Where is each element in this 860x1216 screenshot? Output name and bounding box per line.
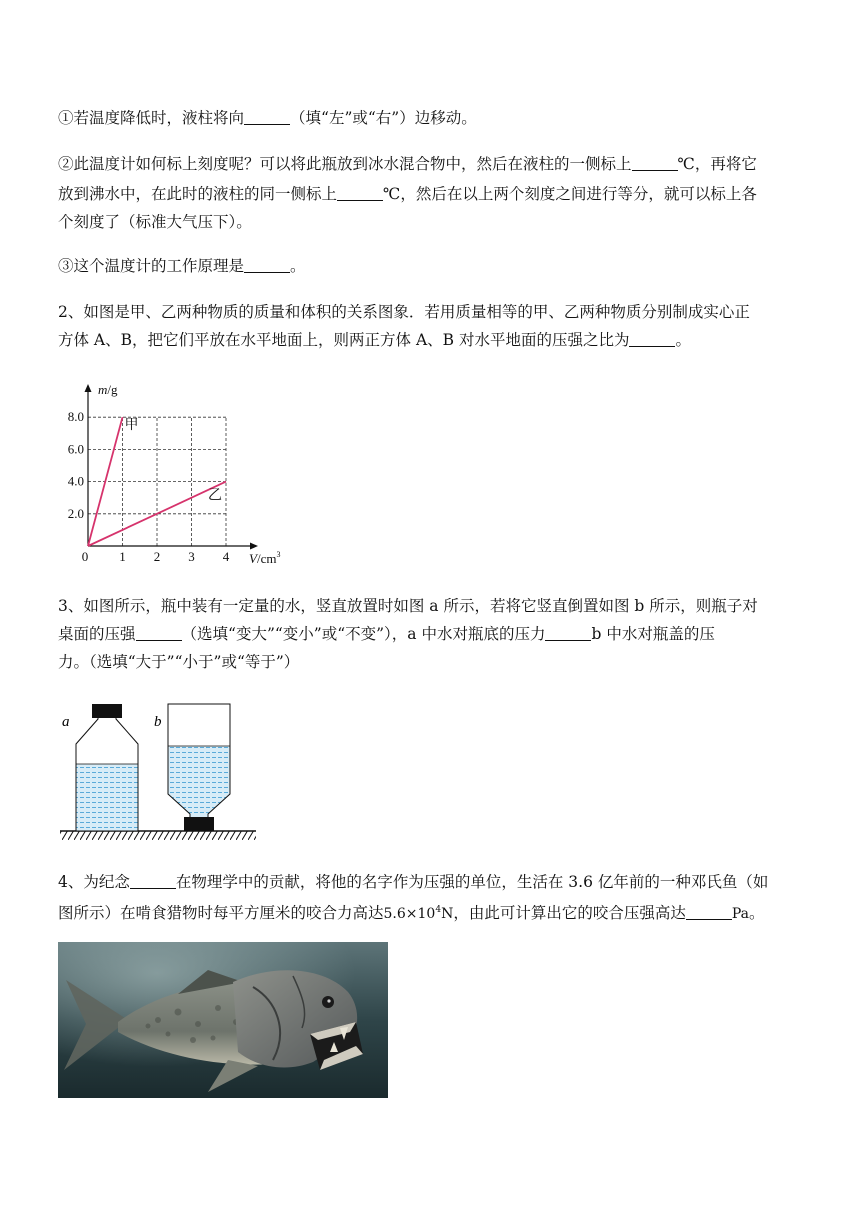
x-tick-label: 3 (188, 549, 195, 564)
series-label-yi: 乙 (208, 488, 222, 504)
q3-line-1 (58, 596, 758, 616)
q4-text: 4、为纪念 (58, 873, 130, 891)
q1-text: ①若温度降低时，液柱将向 (58, 109, 245, 127)
q4-text: 在物理学中的贡献，将他的名字作为压强的单位，生活在 3.6 亿年前的一种邓氏鱼（如 (175, 873, 769, 891)
dunkleosteus-image (58, 942, 388, 1098)
q2-line-1 (58, 302, 750, 322)
q2-text: 。 (675, 331, 691, 349)
pressure-unit: Pa (731, 906, 749, 922)
water-a (76, 764, 138, 831)
cap-a (92, 704, 122, 718)
q2-line-2 (58, 330, 691, 350)
q1-line-3 (58, 184, 757, 204)
chart-axes (85, 384, 259, 550)
bottle-b (168, 704, 230, 831)
q1-line-2 (58, 154, 757, 174)
answer-blank[interactable] (244, 110, 290, 125)
q3-text: b 中水对瓶盖的压 (591, 625, 715, 643)
q1-text: 放到沸水中，在此时的液柱的同一侧标上 (58, 185, 338, 203)
y-axis-arrow (85, 384, 92, 392)
ground-hatch (60, 831, 256, 840)
answer-blank[interactable] (629, 332, 675, 347)
answer-blank[interactable] (686, 905, 732, 920)
q3-text: 3、如图所示，瓶中装有一定量的水，竖直放置时如图 a 所示，若将它竖直倒置如图 b 所示，则瓶子对 (58, 597, 758, 615)
q1-line-1 (58, 108, 477, 128)
y-tick-label: 6.0 (67, 441, 84, 457)
x-tick-label: 2 (153, 549, 161, 564)
answer-blank[interactable] (337, 186, 383, 201)
q4-text: 图所示）在啃食猎物时每平方厘米的咬合力高达 (58, 904, 384, 922)
q4-line-1 (58, 872, 768, 892)
water-b (168, 746, 230, 818)
origin-label: 0 (81, 549, 89, 564)
chart-grid (88, 417, 226, 546)
y-tick-label: 8.0 (67, 409, 84, 425)
x-tick-label: 1 (119, 549, 126, 564)
y-tick-label: 2.0 (67, 505, 84, 521)
force-value: $5.6\times 10^4N$ (383, 905, 454, 922)
q1-text: （填“左”或“右”）边移动。 (290, 109, 477, 127)
q1-text: 个刻度了（标准大气压下）。 (58, 213, 252, 231)
q2-text: 方体 A、B，把它们平放在水平地面上，则两正方体 A、B 对水平地面的压强之比为 (58, 331, 630, 349)
answer-blank[interactable] (130, 874, 176, 889)
q3-line-2 (58, 624, 715, 644)
answer-blank[interactable] (632, 156, 678, 171)
y-axis-label: m/g (98, 382, 118, 397)
chart-labels (68, 382, 281, 566)
answer-blank[interactable] (244, 258, 290, 273)
x-axis-label: $V/cm^3$ (249, 550, 281, 566)
series-label-jia: 甲 (124, 418, 139, 434)
label-a: a (62, 714, 70, 730)
q1-text: ℃，再将它 (677, 155, 757, 173)
cap-b (184, 817, 214, 831)
q1-text: ③这个温度计的工作原理是 (58, 257, 245, 275)
bottle-figure (56, 700, 260, 842)
q1-line-4 (58, 212, 252, 232)
q4-line-2 (58, 900, 764, 924)
label-b: b (154, 714, 162, 730)
q1-text: 。 (290, 257, 306, 275)
answer-blank[interactable] (136, 626, 182, 641)
bottle-a (76, 704, 138, 831)
x-axis-arrow (250, 543, 258, 550)
q3-text: （选填“变大”“变小”或“不变”），a 中水对瓶底的压力 (181, 625, 546, 643)
q2-text: 2、如图是甲、乙两种物质的质量和体积的关系图象．若用质量相等的甲、乙两种物质分别制成实心正 (58, 303, 750, 321)
mass-volume-chart (56, 378, 306, 568)
x-tick-label: 4 (222, 549, 230, 564)
q3-text: 力。（选填“大于”“小于”或“等于”） (58, 653, 300, 671)
q1-line-5 (58, 256, 306, 276)
y-tick-label: 4.0 (67, 473, 84, 489)
answer-blank[interactable] (545, 626, 591, 641)
q4-text: 。 (748, 904, 765, 922)
q4-text: ，由此可计算出它的咬合压强高达 (453, 904, 686, 922)
q1-text: ②此温度计如何标上刻度呢？可以将此瓶放到冰水混合物中，然后在液柱的一侧标上 (58, 155, 632, 173)
q1-text: ℃，然后在以上两个刻度之间进行等分，就可以标上各 (383, 185, 757, 203)
q3-line-3 (58, 652, 299, 672)
q3-text: 桌面的压强 (58, 625, 136, 643)
